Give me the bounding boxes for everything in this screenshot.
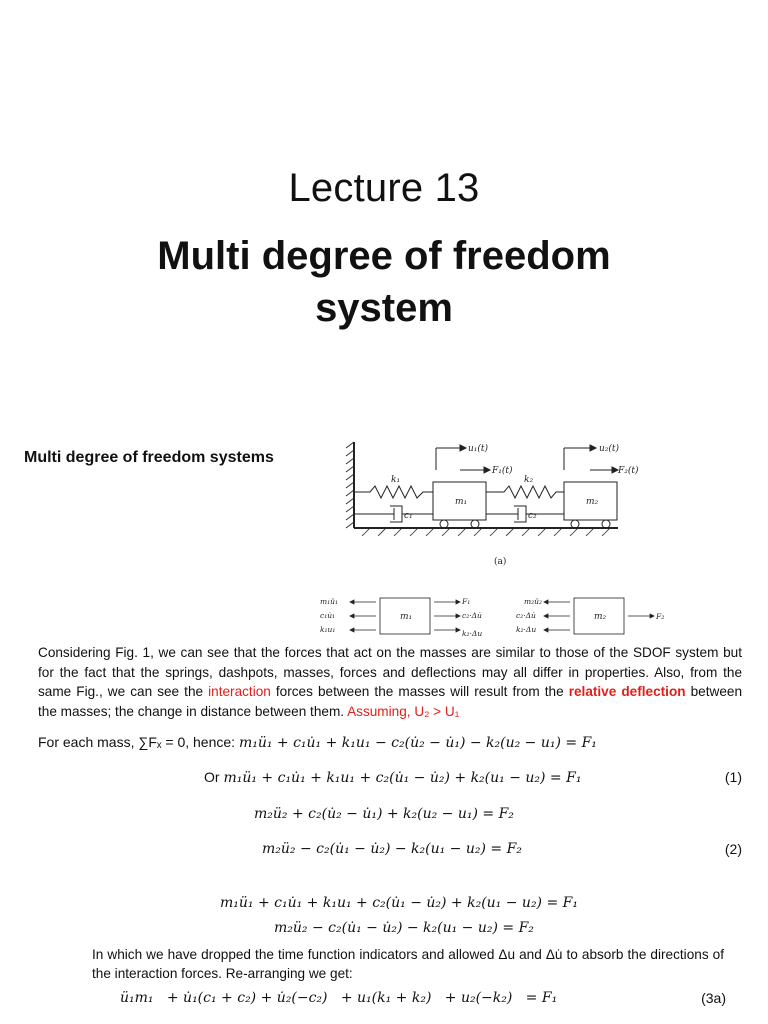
wall-hatch: [346, 442, 354, 528]
equation-line-1: [38, 734, 597, 751]
paragraph-text-1: Considering Fig. 1, we can see that the forces that act on the masses are similar to those of the SDOF system but for the fact that the springs, dashpots, masses, forces and deflections may all differ in properties. Also, from the same Fig., we can see the: [38, 645, 742, 700]
title-line-1: Multi degree of freedom: [157, 234, 611, 278]
ground-hatch: [362, 528, 610, 536]
paragraph-text-3: between the masses; the change in distance between them.: [38, 684, 743, 719]
assumption-text: Assuming, U₂ > U₁: [347, 703, 460, 719]
fbd1-damping-out: c₂·Δu̇: [462, 611, 482, 620]
equation-1: m₁ü₁ + c₁u̇₁ + k₁u₁ − c₂(u̇₂ − u̇₁) − k₂(u₂ − u₁) = F₁: [238, 735, 597, 751]
equation-2-prefix: Or: [204, 769, 224, 785]
fbd1-inertia: m₁ü₁: [320, 597, 338, 606]
fbd1-spring: k₁u₁: [320, 625, 336, 634]
fbd2-inertia: m₂ü₂: [524, 597, 542, 606]
equation-number-1: (1): [724, 769, 742, 785]
fbd2-spring: k₂·Δu: [516, 625, 537, 634]
fbd2-force: F₂: [656, 612, 665, 621]
label-u2: u₂(t): [599, 444, 620, 454]
section-heading: Multi degree of freedom systems: [24, 449, 274, 466]
fbd2-mass: m₂: [594, 612, 607, 622]
equation-number-2: (2): [724, 841, 742, 857]
lecture-number: Lecture 13: [288, 166, 480, 210]
equation-number-3a: (3a): [701, 990, 726, 1006]
fbd1-spring-out: k₂·Δu: [462, 629, 483, 638]
fbd1-force: F₁: [462, 597, 471, 606]
label-k2: k₂: [524, 475, 534, 485]
fbd1-mass: m₁: [400, 612, 413, 622]
figure-caption: (a): [494, 557, 507, 567]
label-m2: m₂: [586, 497, 599, 507]
equation-4: m₂ü₂ − c₂(u̇₁ − u̇₂) − k₂(u₁ − u₂) = F₂: [262, 841, 522, 857]
label-k1: k₁: [391, 475, 401, 485]
paragraph-text-2: forces between the masses will result from the: [270, 684, 569, 700]
relative-deflection-highlight: relative deflection: [568, 684, 686, 700]
equation-6: m₂ü₂ − c₂(u̇₁ − u̇₂) − k₂(u₁ − u₂) = F₂: [274, 920, 534, 936]
label-F2: F₂(t): [618, 466, 639, 476]
label-m1: m₁: [455, 497, 468, 507]
interaction-highlight: interaction: [208, 684, 271, 700]
mdof-figure: [318, 440, 684, 640]
title-line-2: system: [315, 286, 453, 330]
equation-line-2: [204, 769, 742, 787]
fbd1-damping: c₁u̇₁: [320, 611, 336, 620]
system-diagram: [346, 442, 618, 536]
label-u1: u₁(t): [468, 444, 489, 454]
fbd2-damping: c₂·Δu̇: [516, 611, 536, 620]
equation-1-prefix: For each mass, ∑Fₓ = 0, hence:: [38, 734, 239, 750]
label-c2: c₂: [528, 511, 537, 521]
equation-7: ü₁m₁ + u̇₁(c₁ + c₂) + u̇₂(−c₂) + u₁(k₁ + k₂) + u₂(−k₂) = F₁: [120, 990, 558, 1006]
equation-5: m₁ü₁ + c₁u̇₁ + k₁u₁ + c₂(u̇₁ − u̇₂) + k₂(u₁ − u₂) = F₁: [220, 895, 578, 911]
page-title: [0, 230, 768, 334]
intro-paragraph: [38, 643, 742, 721]
label-c1: c₁: [404, 511, 413, 521]
rearrange-paragraph: In which we have dropped the time function indicators and allowed Δu and Δu̇ to absorb the directions of the interaction forces. Re-arranging we get:: [92, 947, 724, 981]
spring-k1: [354, 486, 433, 498]
free-body-diagrams: [350, 598, 654, 634]
equation-3: m₂ü₂ + c₂(u̇₂ − u̇₁) + k₂(u₂ − u₁) = F₂: [254, 806, 514, 822]
spring-k2: [486, 486, 564, 498]
equation-2: m₁ü₁ + c₁u̇₁ + k₁u₁ + c₂(u̇₁ − u̇₂) + k₂(u₁ − u₂) = F₁: [223, 770, 582, 786]
label-F1: F₁(t): [492, 466, 513, 476]
